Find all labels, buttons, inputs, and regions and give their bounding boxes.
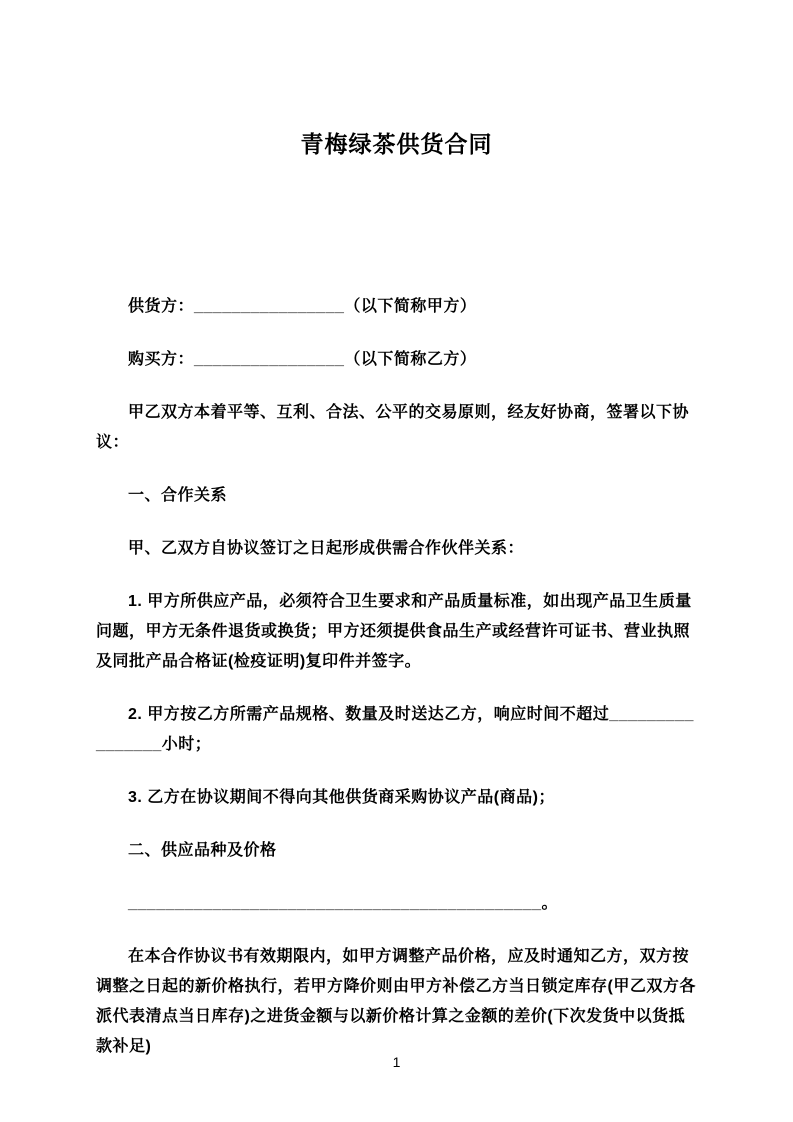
section-2-heading: 二、供应品种及价格	[128, 842, 277, 859]
clause-item-1: 1. 甲方所供应产品，必须符合卫生要求和产品质量标准，如出现产品卫生质量问题，甲方无条件退货或换货；甲方还须提供食品生产或经营许可证书、营业执照及同批产品合格证(检疫证明)复印件并签字。	[96, 593, 692, 670]
intro-paragraph: 甲乙双方本着平等、互利、合法、公平的交易原则，经友好协商，签署以下协议：	[96, 404, 690, 451]
buyer-line: 购买方：________________（以下简称乙方）	[128, 351, 477, 368]
clause-item-3: 3. 乙方在协议期间不得向其他供货商采购协议产品(商品)；	[128, 789, 555, 806]
supplier-line: 供货方：________________（以下简称甲方）	[128, 298, 477, 315]
document-title: 青梅绿茶供货合同	[300, 131, 493, 157]
page-number: 1	[392, 1054, 401, 1070]
section-1-lead: 甲、乙双方自协议签订之日起形成供需合作伙伴关系：	[128, 540, 525, 557]
fill-in-blank-line: ____________________________________________。	[128, 895, 559, 912]
price-adjustment-paragraph: 在本合作协议书有效期限内，如甲方调整产品价格，应及时通知乙方，双方按调整之日起的新价格执行，若甲方降价则由甲方补偿乙方当日锁定库存(甲乙双方各派代表清点当日库存)之进货金额与以新价格计算之金额的差价(下次发货中以货抵款补足)	[96, 948, 696, 1055]
clause-item-2: 2. 甲方按乙方所需产品规格、数量及时送达乙方，响应时间不超过________________小时；	[96, 706, 694, 753]
section-1-heading: 一、合作关系	[128, 487, 228, 504]
